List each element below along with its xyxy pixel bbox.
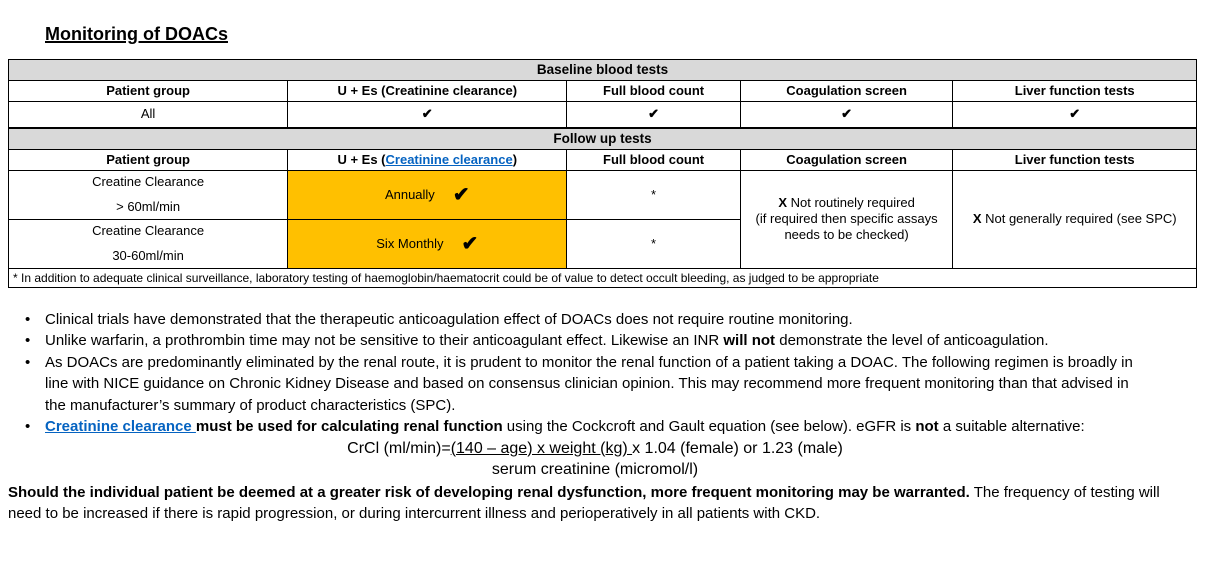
bullet-icon: • <box>25 353 31 371</box>
group-line-1: Creatine Clearance <box>92 223 205 238</box>
followup-header-row <box>9 149 1197 170</box>
followup-col-u-es <box>288 149 567 170</box>
bullet-icon: • <box>25 418 31 435</box>
followup-col-liver-function: Liver function tests <box>953 149 1197 170</box>
group-line-2: 30-60ml/min <box>112 248 184 263</box>
x-mark: X <box>778 195 787 210</box>
u-es-prefix: U + Es ( <box>337 151 386 167</box>
table-footnote-row <box>9 268 1197 287</box>
baseline-col-liver-function: Liver function tests <box>953 81 1197 102</box>
baseline-col-coagulation-screen: Coagulation screen <box>740 81 953 102</box>
closing-bold-text: Should the individual patient be deemed at a greater risk of developing renal dysfunction, more frequent monitoring may be warranted. <box>8 483 970 501</box>
bullet-2-pre: Unlike warfarin, a prothrombin time may not be sensitive to their anticoagulant effect. Likewise an INR <box>45 332 724 349</box>
bullet-icon: • <box>25 310 31 328</box>
baseline-section-row <box>9 60 1197 81</box>
followup-col-patient-group: Patient group <box>9 149 288 170</box>
baseline-all-row <box>9 102 1197 128</box>
coagulation-note-line-2: (if required then specific assays <box>755 211 938 226</box>
creatinine-clearance-link[interactable]: Creatinine clearance <box>45 418 196 435</box>
monitoring-table <box>8 59 1197 288</box>
bullet-4-post: a suitable alternative: <box>938 418 1085 435</box>
baseline-patient-group-value: All <box>9 102 288 128</box>
bullet-4-bold-2: not <box>915 418 939 435</box>
group-line-2: > 60ml/min <box>116 199 181 214</box>
formula-numerator: (140 – age) x weight (kg) <box>450 439 633 457</box>
followup-row-over-60 <box>9 170 1197 219</box>
bullet-1-text: Clinical trials have demonstrated that the therapeutic anticoagulation effect of DOACs does not require routine monitoring. <box>45 310 853 328</box>
page-title: Monitoring of DOACs <box>45 24 228 44</box>
followup-col-coagulation-screen: Coagulation screen <box>740 149 953 170</box>
check-icon: ✔ <box>567 102 740 128</box>
check-icon: ✔ <box>288 102 567 128</box>
followup-section-title: Follow up tests <box>9 128 1197 150</box>
fbc-footnote-marker: * <box>567 170 740 219</box>
baseline-col-patient-group: Patient group <box>9 81 288 102</box>
patient-group-over-60 <box>9 170 288 219</box>
bullet-2-text <box>45 330 1160 352</box>
bullet-item-1 <box>0 309 1160 331</box>
bullet-2-bold: will not <box>723 332 776 349</box>
formula-denominator: serum creatinine (micromol/l) <box>491 461 699 478</box>
check-icon: ✔ <box>740 102 953 128</box>
bullet-4-text <box>45 416 1160 438</box>
u-es-annually-cell <box>288 170 567 219</box>
liver-note-cell <box>953 170 1197 268</box>
bullet-item-4 <box>0 416 1160 438</box>
creatinine-clearance-link[interactable]: Creatinine clearance <box>385 151 513 167</box>
patient-group-30-60 <box>9 219 288 268</box>
closing-regular-text: The frequency of testing will need to be increased if there is rapid progression, or during intercurrent illness and perioperatively in all patients with CKD. <box>8 483 1160 522</box>
check-icon: ✔ <box>953 102 1197 128</box>
closing-paragraph <box>8 482 1177 525</box>
liver-note-text: Not generally required (see SPC) <box>981 211 1177 226</box>
table-footnote: * In addition to adequate clinical surveillance, laboratory testing of haemoglobin/haematocrit could be of value to detect occult bleeding, as judged to be appropriate <box>9 268 1197 287</box>
bullet-4-mid: using the Cockcroft and Gault equation (see below). eGFR is <box>502 418 916 435</box>
bullet-icon: • <box>25 332 31 349</box>
u-es-suffix: ) <box>512 151 518 167</box>
u-es-frequency-label: Annually <box>384 186 435 202</box>
bullet-3-text: As DOACs are predominantly eliminated by the renal route, it is prudent to monitor the renal function of a patient taking a DOAC. The following regimen is broadly in line with NICE guidance on Chronic Kidney Disease and based on consensus clinician opinion. This may recommend more frequent monitoring than that advised in the manufacturer’s summary of product characteristics (SPC). <box>45 353 1133 414</box>
crcl-formula <box>0 438 1190 481</box>
bullet-4-bold: must be used for calculating renal function <box>195 418 503 435</box>
u-es-six-monthly-cell <box>288 219 567 268</box>
bullet-item-2 <box>0 330 1160 352</box>
bullet-2-post: demonstrate the level of anticoagulation. <box>775 332 1049 349</box>
coagulation-note-line-1 <box>745 195 949 211</box>
fbc-footnote-marker: * <box>567 219 740 268</box>
formula-line-1 <box>0 438 1190 460</box>
baseline-section-title: Baseline blood tests <box>9 60 1197 81</box>
u-es-frequency-label: Six Monthly <box>376 235 444 251</box>
baseline-header-row <box>9 81 1197 102</box>
notes-section <box>0 309 1160 438</box>
coagulation-note-cell <box>740 170 953 268</box>
followup-col-full-blood-count: Full blood count <box>567 149 740 170</box>
coagulation-note-line-3: needs to be checked) <box>784 227 909 242</box>
baseline-col-u-es: U + Es (Creatinine clearance) <box>288 81 567 102</box>
followup-section-row <box>9 128 1197 150</box>
bullet-item-3 <box>0 352 1160 417</box>
check-icon: ✔ <box>461 232 479 255</box>
baseline-col-full-blood-count: Full blood count <box>567 81 740 102</box>
formula-prefix: CrCl (ml/min)= <box>347 439 451 457</box>
check-icon: ✔ <box>452 183 470 206</box>
group-line-1: Creatine Clearance <box>92 174 205 189</box>
x-mark: X <box>972 211 982 226</box>
formula-multiplier: x 1.04 (female) or 1.23 (male) <box>632 439 843 457</box>
coagulation-note-text: Not routinely required <box>786 195 915 210</box>
